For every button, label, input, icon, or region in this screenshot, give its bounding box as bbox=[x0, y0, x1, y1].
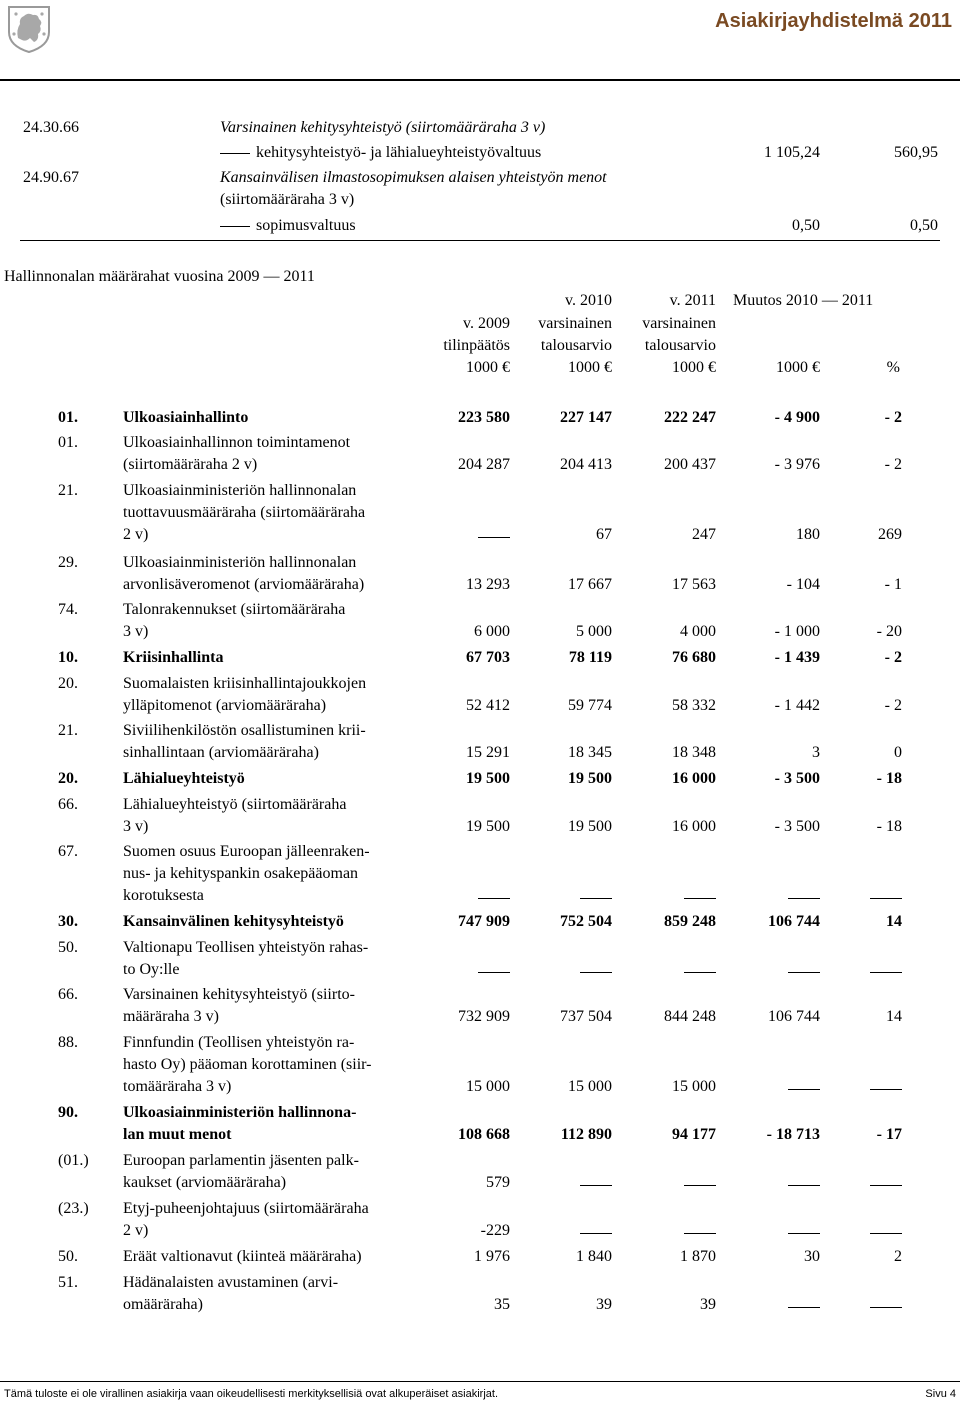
row-label: Kansainvälinen kehitysyhteistyö bbox=[123, 913, 344, 930]
column-header: tilinpäätös bbox=[443, 337, 510, 354]
row-label: 3 v) bbox=[123, 818, 149, 835]
row-value: - 3 500 bbox=[774, 818, 820, 835]
empty-value-dash bbox=[788, 972, 820, 973]
row-value: 4 000 bbox=[680, 623, 716, 640]
row-value: - 20 bbox=[876, 623, 902, 640]
row-value: - 18 bbox=[876, 770, 902, 787]
row-value: 13 293 bbox=[466, 576, 510, 593]
row-value: 227 147 bbox=[560, 409, 612, 426]
row-value: 17 667 bbox=[568, 576, 612, 593]
row-code: 74. bbox=[58, 601, 78, 618]
column-header: talousarvio bbox=[540, 337, 612, 354]
row-value: 223 580 bbox=[458, 409, 510, 426]
empty-value-dash bbox=[870, 1233, 902, 1234]
top-line-label: Kansainvälisen ilmastosopimuksen alaisen yhteistyön menot bbox=[220, 169, 607, 186]
row-label: omääräraha) bbox=[123, 1296, 203, 1313]
row-label: Eräät valtionavut (kiinteä määräraha) bbox=[123, 1248, 362, 1265]
row-value: 19 500 bbox=[568, 818, 612, 835]
row-value: 1 840 bbox=[576, 1248, 612, 1265]
row-label: Varsinainen kehitysyhteistyö (siirto- bbox=[123, 986, 355, 1003]
row-value: 5 000 bbox=[576, 623, 612, 640]
row-value: 16 000 bbox=[672, 770, 716, 787]
row-value: 16 000 bbox=[672, 818, 716, 835]
row-value: 3 bbox=[812, 744, 820, 761]
row-label: arvonlisäveromenot (arviomääräraha) bbox=[123, 576, 365, 593]
row-value: - 1 bbox=[884, 576, 902, 593]
row-value: 112 890 bbox=[560, 1126, 612, 1143]
row-value: 15 000 bbox=[672, 1078, 716, 1095]
column-header: v. 2009 bbox=[463, 315, 510, 332]
row-value: 752 504 bbox=[560, 913, 612, 930]
row-value: 59 774 bbox=[568, 697, 612, 714]
row-value: 15 000 bbox=[466, 1078, 510, 1095]
top-line-label: (siirtomääräraha 3 v) bbox=[220, 191, 355, 208]
empty-value-dash bbox=[788, 1089, 820, 1090]
footer-note: Tämä tuloste ei ole virallinen asiakirja vaan oikeudellisesti merkityksellisiä ovat alkuperäiset asiakirjat. bbox=[4, 1388, 498, 1400]
row-label: 2 v) bbox=[123, 526, 149, 543]
row-value: 106 744 bbox=[768, 913, 820, 930]
row-value: - 3 500 bbox=[774, 770, 820, 787]
row-value: 108 668 bbox=[458, 1126, 510, 1143]
row-value: 39 bbox=[700, 1296, 716, 1313]
row-value: 67 bbox=[596, 526, 612, 543]
section-title: Hallinnonalan määrärahat vuosina 2009 — 2011 bbox=[4, 268, 315, 285]
row-value: 39 bbox=[596, 1296, 612, 1313]
unit-label: 1000 € bbox=[672, 359, 716, 376]
row-value: 14 bbox=[886, 1008, 902, 1025]
empty-value-dash bbox=[580, 1233, 612, 1234]
row-value: 6 000 bbox=[474, 623, 510, 640]
row-value: - 4 900 bbox=[774, 409, 820, 426]
row-value: 180 bbox=[796, 526, 820, 543]
row-label: Ulkoasiainministeriön hallinnona- bbox=[123, 1104, 357, 1121]
row-code: 29. bbox=[58, 554, 78, 571]
unit-label: 1000 € bbox=[466, 359, 510, 376]
row-value: 269 bbox=[878, 526, 902, 543]
row-label: Finnfundin (Teollisen yhteistyön ra- bbox=[123, 1034, 355, 1051]
row-value: 579 bbox=[486, 1174, 510, 1191]
top-line-value: 0,50 bbox=[910, 217, 938, 234]
row-code: 01. bbox=[58, 409, 78, 426]
row-value: 1 976 bbox=[474, 1248, 510, 1265]
header-divider bbox=[0, 79, 960, 81]
row-label: Talonrakennukset (siirtomääräraha bbox=[123, 601, 346, 618]
row-value: - 1 442 bbox=[774, 697, 820, 714]
row-value: - 18 713 bbox=[766, 1126, 820, 1143]
row-value: 18 345 bbox=[568, 744, 612, 761]
row-value: 247 bbox=[692, 526, 716, 543]
em-dash bbox=[220, 153, 250, 154]
row-value: 19 500 bbox=[466, 770, 510, 787]
row-code: 66. bbox=[58, 796, 78, 813]
row-label: ylläpitomenot (arviomääräraha) bbox=[123, 697, 327, 714]
column-header: v. 2010 bbox=[565, 292, 612, 309]
column-header: varsinainen bbox=[538, 315, 612, 332]
row-code: 21. bbox=[58, 482, 78, 499]
row-code: 20. bbox=[58, 675, 78, 692]
row-value: - 17 bbox=[876, 1126, 902, 1143]
row-code: (01.) bbox=[58, 1152, 89, 1169]
row-value: 35 bbox=[494, 1296, 510, 1313]
row-value: 78 119 bbox=[568, 649, 612, 666]
column-header: varsinainen bbox=[642, 315, 716, 332]
row-label: lan muut menot bbox=[123, 1126, 232, 1143]
empty-value-dash bbox=[870, 898, 902, 899]
row-label: Ulkoasiainministeriön hallinnonalan bbox=[123, 554, 357, 571]
empty-value-dash bbox=[788, 1185, 820, 1186]
empty-value-dash bbox=[478, 972, 510, 973]
empty-value-dash bbox=[788, 898, 820, 899]
row-value: 2 bbox=[894, 1248, 902, 1265]
row-label: tomääräraha 3 v) bbox=[123, 1078, 232, 1095]
row-value: 52 412 bbox=[466, 697, 510, 714]
row-label: 3 v) bbox=[123, 623, 149, 640]
row-value: 732 909 bbox=[458, 1008, 510, 1025]
row-code: 50. bbox=[58, 939, 78, 956]
row-label: määräraha 3 v) bbox=[123, 1008, 219, 1025]
row-code: 50. bbox=[58, 1248, 78, 1265]
row-value: - 18 bbox=[876, 818, 902, 835]
row-value: - 2 bbox=[884, 409, 902, 426]
document-title: Asiakirjayhdistelmä 2011 bbox=[715, 10, 952, 32]
top-line-label: sopimusvaltuus bbox=[256, 217, 356, 234]
top-line-label: kehitysyhteistyö- ja lähialueyhteistyövaltuus bbox=[256, 144, 542, 161]
row-label: Suomalaisten kriisinhallintajoukkojen bbox=[123, 675, 367, 692]
row-label: kaukset (arviomääräraha) bbox=[123, 1174, 287, 1191]
row-code: 66. bbox=[58, 986, 78, 1003]
row-value: 58 332 bbox=[672, 697, 716, 714]
row-code: 51. bbox=[58, 1274, 78, 1291]
top-line-value: 1 105,24 bbox=[764, 144, 820, 161]
row-value: 0 bbox=[894, 744, 902, 761]
row-value: 30 bbox=[804, 1248, 820, 1265]
empty-value-dash bbox=[684, 972, 716, 973]
row-value: - 2 bbox=[884, 649, 902, 666]
row-label: sinhallintaan (arviomääräraha) bbox=[123, 744, 319, 761]
empty-value-dash bbox=[788, 1233, 820, 1234]
row-value: 67 703 bbox=[466, 649, 510, 666]
row-value: 859 248 bbox=[664, 913, 716, 930]
unit-label: 1000 € bbox=[776, 359, 820, 376]
row-value: 14 bbox=[886, 913, 902, 930]
row-label: Euroopan parlamentin jäsenten palk- bbox=[123, 1152, 359, 1169]
unit-label: 1000 € bbox=[568, 359, 612, 376]
top-line-code: 24.90.67 bbox=[23, 169, 79, 186]
column-header: v. 2011 bbox=[669, 292, 716, 309]
row-value: -229 bbox=[480, 1222, 510, 1239]
empty-value-dash bbox=[870, 1307, 902, 1308]
row-value: 76 680 bbox=[672, 649, 716, 666]
row-value: 18 348 bbox=[672, 744, 716, 761]
empty-value-dash bbox=[580, 972, 612, 973]
row-label: hasto Oy) pääoman korottaminen (siir- bbox=[123, 1056, 372, 1073]
section-divider bbox=[20, 240, 940, 241]
row-value: - 1 000 bbox=[774, 623, 820, 640]
row-label: Ulkoasiainhallinnon toimintamenot bbox=[123, 434, 351, 451]
row-code: 30. bbox=[58, 913, 78, 930]
row-label: Kriisinhallinta bbox=[123, 649, 224, 666]
row-value: - 3 976 bbox=[774, 456, 820, 473]
empty-value-dash bbox=[870, 1089, 902, 1090]
empty-value-dash bbox=[870, 1185, 902, 1186]
empty-value-dash bbox=[684, 1233, 716, 1234]
row-value: - 2 bbox=[884, 456, 902, 473]
row-value: - 104 bbox=[786, 576, 820, 593]
row-value: 94 177 bbox=[672, 1126, 716, 1143]
empty-value-dash bbox=[478, 898, 510, 899]
row-value: 200 437 bbox=[664, 456, 716, 473]
row-value: 204 413 bbox=[560, 456, 612, 473]
row-value: 204 287 bbox=[458, 456, 510, 473]
empty-value-dash bbox=[580, 898, 612, 899]
row-code: 21. bbox=[58, 722, 78, 739]
row-value: 737 504 bbox=[560, 1008, 612, 1025]
row-label: Suomen osuus Euroopan jälleenraken- bbox=[123, 843, 370, 860]
empty-value-dash bbox=[478, 537, 510, 538]
row-label: Ulkoasiainministeriön hallinnonalan bbox=[123, 482, 357, 499]
row-label: nus- ja kehityspankin osakepääoman bbox=[123, 865, 359, 882]
row-value: 747 909 bbox=[458, 913, 510, 930]
top-line-value: 0,50 bbox=[792, 217, 820, 234]
empty-value-dash bbox=[580, 1185, 612, 1186]
row-value: - 1 439 bbox=[774, 649, 820, 666]
row-value: 19 500 bbox=[466, 818, 510, 835]
row-label: Siviilihenkilöstön osallistuminen krii- bbox=[123, 722, 366, 739]
row-value: 15 291 bbox=[466, 744, 510, 761]
row-value: 15 000 bbox=[568, 1078, 612, 1095]
empty-value-dash bbox=[788, 1307, 820, 1308]
row-value: - 2 bbox=[884, 697, 902, 714]
row-code: 90. bbox=[58, 1104, 78, 1121]
row-value: 844 248 bbox=[664, 1008, 716, 1025]
row-label: tuottavuusmääräraha (siirtomääräraha bbox=[123, 504, 366, 521]
row-value: 19 500 bbox=[568, 770, 612, 787]
top-line-label: Varsinainen kehitysyhteistyö (siirtomääräraha 3 v) bbox=[220, 119, 546, 136]
row-label: Hädänalaisten avustaminen (arvi- bbox=[123, 1274, 339, 1291]
row-label: Valtionapu Teollisen yhteistyön rahas- bbox=[123, 939, 369, 956]
column-header: talousarvio bbox=[644, 337, 716, 354]
column-header: Muutos 2010 — 2011 bbox=[733, 292, 874, 309]
row-code: (23.) bbox=[58, 1200, 89, 1217]
row-code: 88. bbox=[58, 1034, 78, 1051]
row-label: 2 v) bbox=[123, 1222, 149, 1239]
row-value: 17 563 bbox=[672, 576, 716, 593]
row-code: 01. bbox=[58, 434, 78, 451]
row-value: 106 744 bbox=[768, 1008, 820, 1025]
row-label: (siirtomääräraha 2 v) bbox=[123, 456, 258, 473]
top-line-code: 24.30.66 bbox=[23, 119, 79, 136]
row-value: 1 870 bbox=[680, 1248, 716, 1265]
empty-value-dash bbox=[684, 1185, 716, 1186]
em-dash bbox=[220, 226, 250, 227]
row-label: to Oy:lle bbox=[123, 961, 180, 978]
row-label: Etyj-puheenjohtajuus (siirtomääräraha bbox=[123, 1200, 369, 1217]
row-code: 67. bbox=[58, 843, 78, 860]
page-number: Sivu 4 bbox=[925, 1388, 956, 1400]
coat-of-arms-lion-icon bbox=[6, 4, 52, 54]
row-label: korotuksesta bbox=[123, 887, 204, 904]
row-label: Ulkoasiainhallinto bbox=[123, 409, 249, 426]
row-code: 20. bbox=[58, 770, 78, 787]
top-line-value: 560,95 bbox=[894, 144, 938, 161]
row-label: Lähialueyhteistyö (siirtomääräraha bbox=[123, 796, 347, 813]
unit-label: % bbox=[886, 359, 900, 376]
row-label: Lähialueyhteistyö bbox=[123, 770, 245, 787]
row-value: 222 247 bbox=[664, 409, 716, 426]
row-code: 10. bbox=[58, 649, 78, 666]
footer-divider bbox=[0, 1381, 960, 1382]
empty-value-dash bbox=[870, 972, 902, 973]
empty-value-dash bbox=[684, 898, 716, 899]
